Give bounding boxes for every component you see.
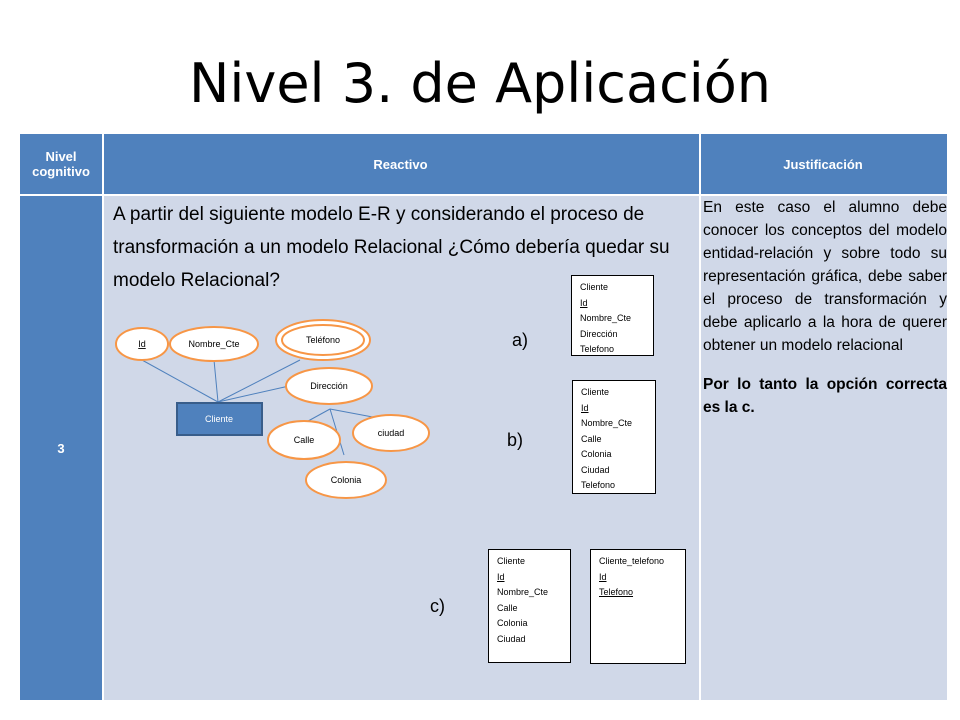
er-diagram <box>104 300 464 500</box>
table-column: Telefono <box>581 480 616 490</box>
attribute-id-label: Id <box>138 339 146 349</box>
attribute-colonia <box>306 462 386 498</box>
table-column: Dirección <box>580 328 618 339</box>
attribute-telefono-label: Teléfono <box>305 335 341 345</box>
row-nivel-cell <box>20 196 102 700</box>
question-text: A partir del siguiente modelo E-R y considerando el proceso de transformación a un modelo Relacional ¿Cómo debería quedar su modelo Relacional? <box>113 204 670 291</box>
table-column: Nombre_Cte <box>497 587 549 597</box>
table-primary-key: Id <box>580 297 588 308</box>
attribute-id <box>116 328 168 360</box>
entity-cliente-label: Cliente <box>204 414 234 424</box>
justification-conclusion: Por lo tanto la opción correcta es la c. <box>703 376 947 416</box>
slide-title: Nivel 3. de Aplicación <box>188 52 772 115</box>
attribute-colonia-label: Colonia <box>330 475 362 485</box>
option-c-table-cliente-telefono <box>590 549 686 664</box>
table-column: Colonia <box>497 618 528 628</box>
table-column: Nombre_Cte <box>581 418 633 428</box>
justification-text: En este caso el alumno debe conocer los conceptos del modelo entidad-relación y sobre todo su representación gráfica, debe saber el proceso de transformación y debe aplicarlo a la hora de querer obtener un modelo relacional <box>703 199 947 354</box>
justification-cell <box>703 196 947 419</box>
attribute-ciudad-label: ciudad <box>377 428 405 438</box>
option-c-table-cliente <box>488 549 571 663</box>
attribute-calle-label: Calle <box>293 435 315 445</box>
option-b-table <box>572 380 656 494</box>
table-column: Ciudad <box>497 633 526 644</box>
option-a-label: a) <box>512 330 529 350</box>
attribute-telefono-multivalued <box>276 320 370 360</box>
attribute-nombre-cte <box>170 327 258 361</box>
attribute-direccion <box>286 368 372 404</box>
option-c-label: c) <box>430 596 445 616</box>
table-column: Calle <box>581 433 602 444</box>
table-column: Calle <box>497 602 518 613</box>
row-nivel-value: 3 <box>57 440 65 456</box>
header-nivel-cognitivo: Nivel cognitivo <box>32 149 90 179</box>
table-primary-key: Id <box>581 402 589 413</box>
table-header <box>20 134 947 194</box>
table-name: Cliente <box>580 282 609 292</box>
attribute-ciudad <box>353 415 429 451</box>
table-name: Cliente <box>497 556 526 566</box>
option-a-table <box>571 275 654 356</box>
option-b-label: b) <box>507 430 524 450</box>
attribute-nombre-cte-label: Nombre_Cte <box>188 339 240 349</box>
entity-cliente <box>177 403 262 435</box>
table-primary-key: Id <box>599 571 607 582</box>
table-column: Nombre_Cte <box>580 313 632 323</box>
header-justificacion: Justificación <box>783 156 863 172</box>
table-name: Cliente_telefono <box>599 556 665 566</box>
table-column: Telefono <box>580 344 615 354</box>
attribute-calle <box>268 421 340 459</box>
column-divider <box>699 134 701 700</box>
table-name: Cliente <box>581 387 610 397</box>
table-primary-key: Telefono <box>599 587 634 597</box>
header-reactivo: Reactivo <box>373 156 428 172</box>
table-primary-key: Id <box>497 571 505 582</box>
attribute-direccion-label: Dirección <box>310 381 348 391</box>
table-column: Ciudad <box>581 464 610 475</box>
table-column: Colonia <box>581 449 612 459</box>
